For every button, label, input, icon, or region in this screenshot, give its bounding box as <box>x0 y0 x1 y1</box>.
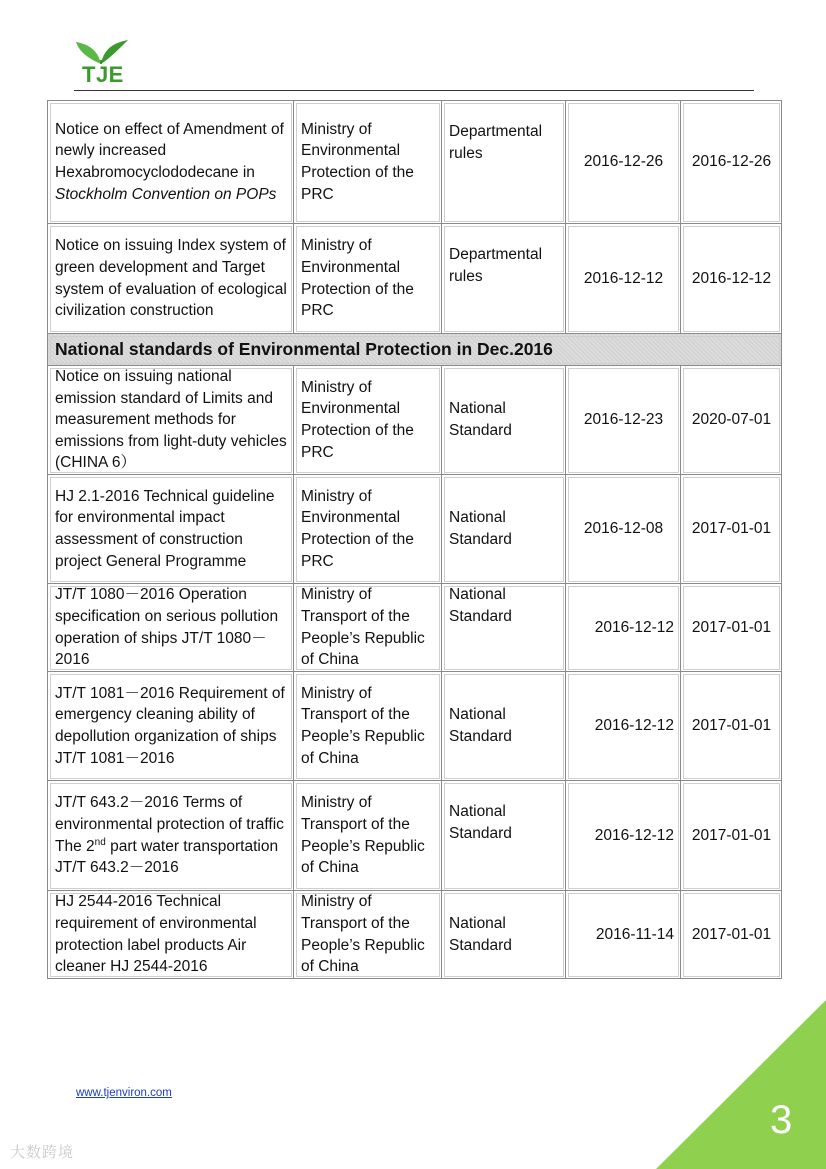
table-row <box>48 101 782 224</box>
effective-date-cell: 2016-12-26 <box>681 101 782 224</box>
title-cell: JT/T 1080－2016 Operation specification on serious pollution operation of ships JT/T 1080－2016 <box>48 584 294 672</box>
table-row <box>48 366 782 475</box>
issue-date-cell: 2016-12-12 <box>566 224 681 334</box>
type-cell: National Standard <box>442 891 566 979</box>
type-cell: National Standard <box>442 781 566 891</box>
authority-cell: Ministry of Environmental Protection of the PRC <box>294 101 442 224</box>
regulations-table <box>47 100 782 979</box>
title-cell: HJ 2544-2016 Technical requirement of environmental protection label products Air cleaner HJ 2544-2016 <box>48 891 294 979</box>
table-row <box>48 891 782 979</box>
effective-date-cell: 2017-01-01 <box>681 781 782 891</box>
title-cell: HJ 2.1-2016 Technical guideline for environmental impact assessment of construction project General Programme <box>48 475 294 584</box>
type-cell: Departmental rules <box>442 224 566 334</box>
type-cell: Departmental rules <box>442 101 566 224</box>
authority-cell: Ministry of Transport of the People’s Republic of China <box>294 672 442 781</box>
issue-date-cell: 2016-12-08 <box>566 475 681 584</box>
title-cell: JT/T 643.2－2016 Terms of environmental protection of traffic The 2nd part water transportation JT/T 643.2－2016 <box>48 781 294 891</box>
watermark-text: 大数跨境 <box>10 1143 75 1161</box>
authority-cell: Ministry of Transport of the People’s Republic of China <box>294 781 442 891</box>
effective-date-cell: 2017-01-01 <box>681 584 782 672</box>
corner-triangle-decoration <box>656 1000 826 1169</box>
type-cell: National Standard <box>442 475 566 584</box>
type-cell: National Standard <box>442 366 566 475</box>
issue-date-cell: 2016-12-12 <box>566 781 681 891</box>
table-row <box>48 584 782 672</box>
effective-date-cell: 2017-01-01 <box>681 672 782 781</box>
title-cell: Notice on issuing national emission standard of Limits and measurement methods for emissions from light-duty vehicles (CHINA 6） <box>48 366 294 475</box>
authority-cell: Ministry of Transport of the People’s Republic of China <box>294 891 442 979</box>
page-number: 3 <box>770 1098 793 1142</box>
issue-date-cell: 2016-11-14 <box>566 891 681 979</box>
title-cell: Notice on effect of Amendment of newly increased Hexabromocyclododecane in Stockholm Convention on POPs <box>48 101 294 224</box>
issue-date-cell: 2016-12-12 <box>566 584 681 672</box>
effective-date-cell: 2020-07-01 <box>681 366 782 475</box>
issue-date-cell: 2016-12-26 <box>566 101 681 224</box>
table-row <box>48 475 782 584</box>
section-title: National standards of Environmental Protection in Dec.2016 <box>48 334 782 366</box>
table-row <box>48 672 782 781</box>
issue-date-cell: 2016-12-23 <box>566 366 681 475</box>
effective-date-cell: 2016-12-12 <box>681 224 782 334</box>
title-cell: Notice on issuing Index system of green development and Target system of evaluation of ecological civilization construction <box>48 224 294 334</box>
authority-cell: Ministry of Environmental Protection of the PRC <box>294 224 442 334</box>
effective-date-cell: 2017-01-01 <box>681 475 782 584</box>
issue-date-cell: 2016-12-12 <box>566 672 681 781</box>
header-divider <box>74 90 754 91</box>
type-cell: National Standard <box>442 672 566 781</box>
table-row <box>48 781 782 891</box>
logo-text: TJE <box>82 62 124 87</box>
authority-cell: Ministry of Transport of the People’s Republic of China <box>294 584 442 672</box>
authority-cell: Ministry of Environmental Protection of the PRC <box>294 475 442 584</box>
type-cell: National Standard <box>442 584 566 672</box>
effective-date-cell: 2017-01-01 <box>681 891 782 979</box>
table-row <box>48 224 782 334</box>
authority-cell: Ministry of Environmental Protection of the PRC <box>294 366 442 475</box>
website-link[interactable]: www.tjenviron.com <box>76 1087 172 1099</box>
title-cell: JT/T 1081－2016 Requirement of emergency cleaning ability of depollution organization of ships JT/T 1081－2016 <box>48 672 294 781</box>
section-header-row <box>48 334 782 366</box>
